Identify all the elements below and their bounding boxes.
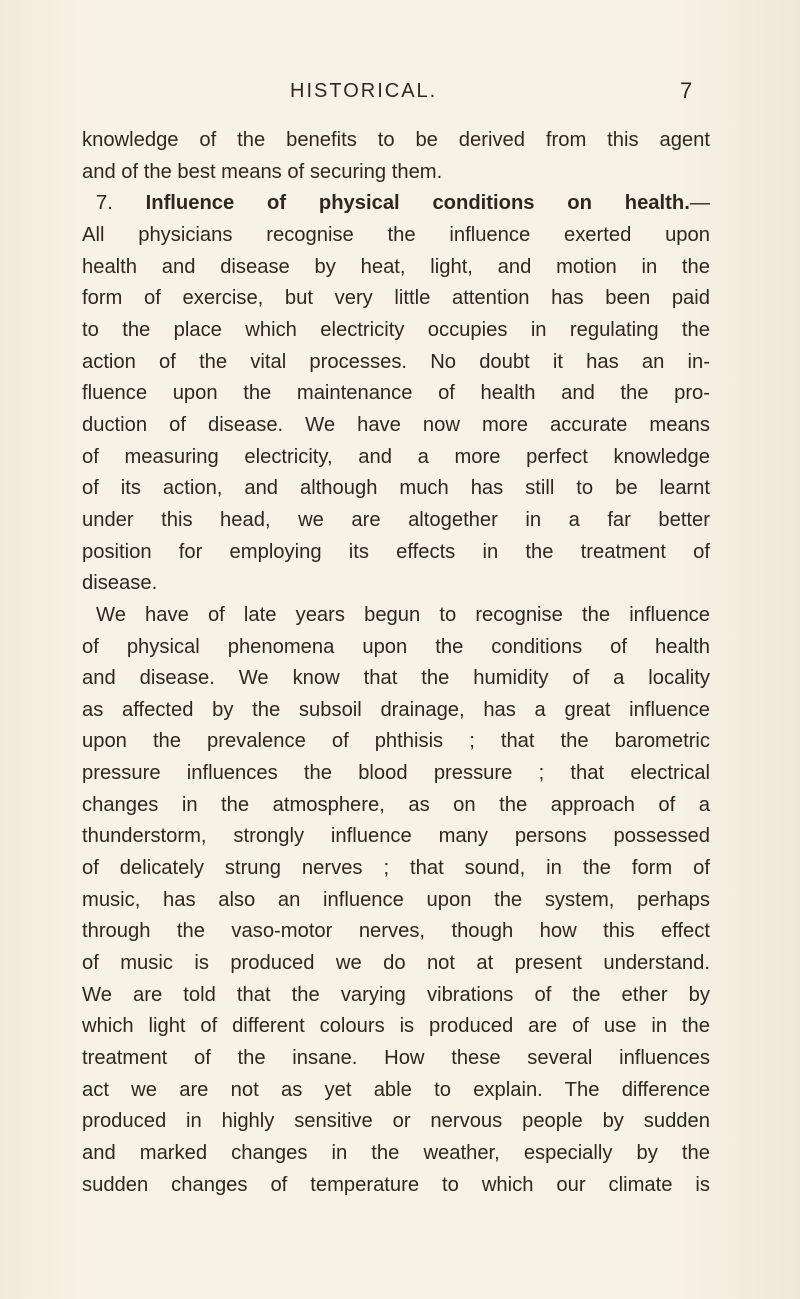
text-line: to the place which electricity occupies in regulating the [82, 318, 710, 341]
text-line: through the vaso-motor nerves, though how this effect [82, 920, 710, 943]
text-line: of physical phenomena upon the conditions of health [82, 635, 710, 658]
text-line: thunderstorm, strongly influence many persons possessed [82, 825, 710, 848]
text-line: under this head, we are altogether in a far better [82, 508, 710, 531]
text-line: and marked changes in the weather, especially by the [82, 1142, 710, 1164]
body-text [82, 125, 710, 1201]
text-line: and disease. We know that the humidity of a locality [82, 667, 710, 690]
text-line: upon the prevalence of phthisis ; that the barometric [82, 730, 710, 753]
text-line: of measuring electricity, and a more perfect knowledge [82, 445, 710, 468]
running-head: HISTORICAL. [290, 80, 438, 102]
text-line: disease. [82, 572, 158, 595]
text-line: form of exercise, but very little attention has been paid [82, 287, 710, 310]
text-line: sudden changes of temperature to which our climate is [82, 1173, 710, 1196]
text-line [82, 188, 710, 220]
text-line: duction of disease. We have now more accurate means [82, 413, 710, 436]
text-line: pressure influences the blood pressure ; that electrical [82, 762, 710, 785]
text-line: position for employing its effects in the treatment of [82, 540, 710, 563]
text-line: produced in highly sensitive or nervous people by sudden [82, 1110, 710, 1133]
text-line: which light of different colours is produced are of use in the [82, 1015, 710, 1038]
text-line: action of the vital processes. No doubt it has an in- [82, 350, 710, 373]
text-line: and of the best means of securing them. [82, 160, 443, 183]
text-line: of music is produced we do not at present understand. [82, 952, 710, 975]
text-line: knowledge of the benefits to be derived from this agent [82, 129, 710, 151]
section-heading: Influence of physical conditions on health. [145, 192, 690, 215]
page-number: 7 [680, 78, 693, 103]
text-line: We are told that the varying vibrations of the ether by [82, 983, 710, 1006]
text-line: fluence upon the maintenance of health and the pro- [82, 382, 710, 405]
text-line: We have of late years begun to recognise the influence [96, 603, 710, 626]
text-line: treatment of the insane. How these several influences [82, 1047, 710, 1070]
text-line: health and disease by heat, light, and motion in the [82, 255, 710, 278]
heading-dash: — [689, 192, 710, 215]
text-line: act we are not as yet able to explain. The difference [82, 1078, 710, 1101]
text-line: of delicately strung nerves ; that sound, in the form of [82, 857, 710, 880]
text-line: All physicians recognise the influence exerted upon [82, 223, 710, 246]
text-line: music, has also an influence upon the system, perhaps [82, 888, 710, 911]
section-number: 7. [96, 192, 146, 215]
text-line: changes in the atmosphere, as on the approach of a [82, 793, 710, 816]
text-line: as affected by the subsoil drainage, has a great influence [82, 698, 710, 721]
text-line: of its action, and although much has still to be learnt [82, 477, 710, 500]
